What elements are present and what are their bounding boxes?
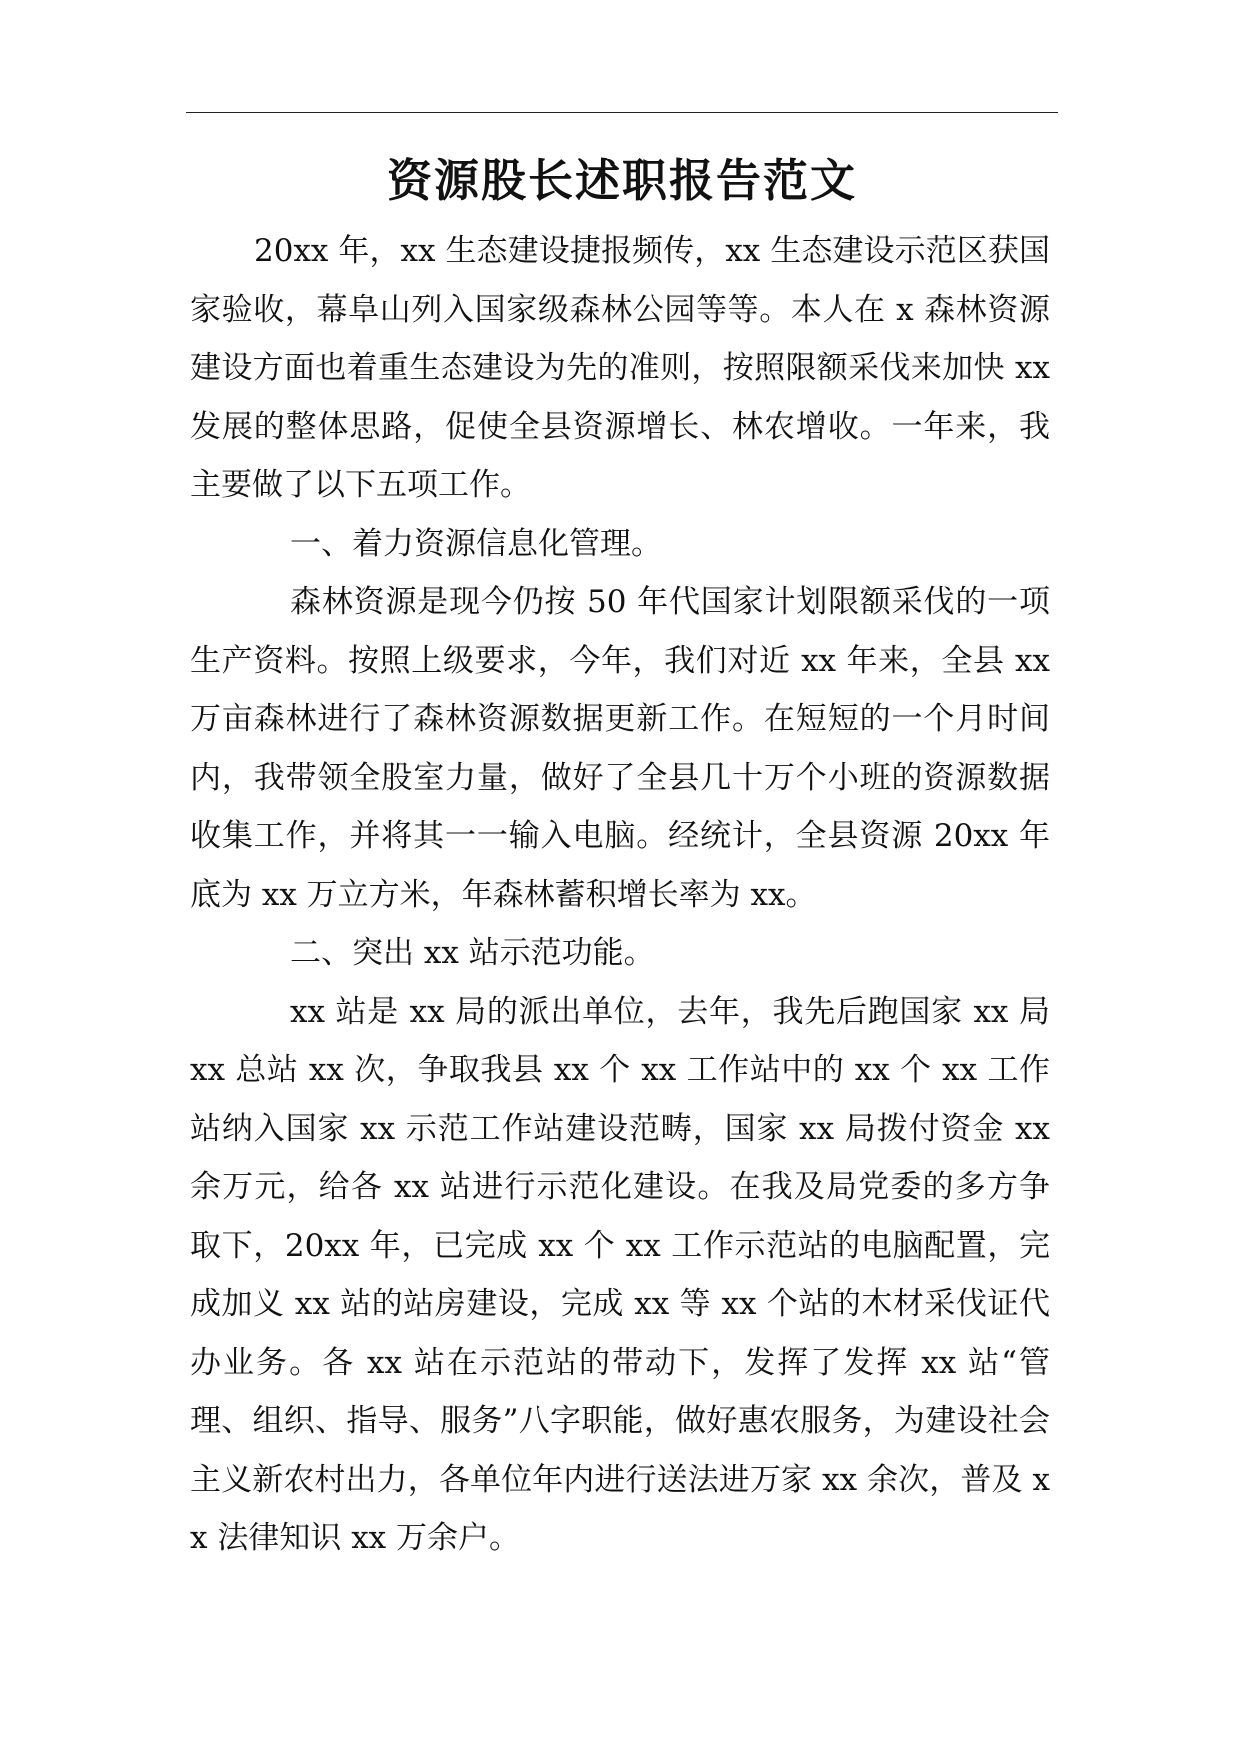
intro-paragraph: 20xx 年，xx 生态建设捷报频传，xx 生态建设示范区获国家验收，幕阜山列入国家级森林公园等等。本人在 x 森林资源建设方面也着重生态建设为先的准则，按照限额采伐来加快 xx 发展的整体思路，促使全县资源增长、林农增收。一年来，我主要做了以下五项工作。 — [190, 233, 1050, 503]
document-title: 资源股长述职报告范文 — [386, 154, 857, 207]
section-paragraph-2: xx 站是 xx 局的派出单位，去年，我先后跑国家 xx 局 xx 总站 xx 次，争取我县 xx 个 xx 工作站中的 xx 个 xx 工作站纳入国家 xx 示范工作站建设范畴，国家 xx 局拨付资金 xx 余万元，给各 xx 站进行示范化建设。在我及局党委的多方争取下，20xx 年，已完成 xx 个 xx 工作示范站的电脑配置，完成加义 xx 站的站房建设，完成 xx 等 xx 个站的木材采伐证代办业务。各 xx 站在示范站的带动下，发挥了发挥 xx 站“管理、组织、指导、服务”八字职能，做好惠农服务，为建设社会主义新农村出力，各单位年内进行送法进万家 xx 余次，普及 xx 法律知识 xx 万余户。 — [190, 993, 1050, 1556]
section-paragraph-1: 森林资源是现今仍按 50 年代国家计划限额采伐的一项生产资料。按照上级要求，今年，我们对近 xx 年来，全县 xx 万亩森林进行了森林资源数据更新工作。在短短的一个月时间内，我带领全股室力量，做好了全县几十万个小班的资源数据收集工作，并将其一一输入电脑。经统计，全县资源 20xx 年底为 xx 万立方米，年森林蓄积增长率为 xx。 — [190, 584, 1050, 913]
document-body — [190, 222, 1050, 1568]
header-rule — [186, 112, 1058, 113]
section-heading-2: 二、突出 xx 站示范功能。 — [290, 935, 655, 971]
section-heading-1: 一、着力资源信息化管理。 — [290, 525, 662, 562]
